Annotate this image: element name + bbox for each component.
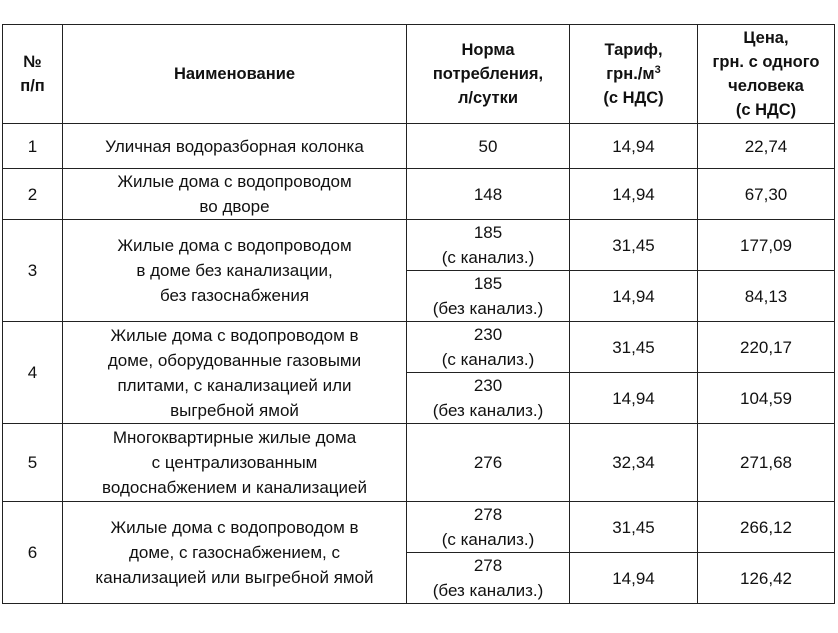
row-tariff: 14,94 xyxy=(570,124,698,169)
row-number: 5 xyxy=(3,424,63,502)
row-norm-value: 185 xyxy=(473,274,503,293)
table-wrapper xyxy=(2,24,835,604)
row-name-line: доме, с газоснабжением, с xyxy=(128,543,341,562)
row-tariff: 14,94 xyxy=(570,553,698,604)
row-tariff: 31,45 xyxy=(570,322,698,373)
table-row xyxy=(3,322,835,373)
row-norm-value: 230 xyxy=(473,325,503,344)
row-tariff: 31,45 xyxy=(570,502,698,553)
row-price: 104,59 xyxy=(698,373,835,424)
header-price-line: грн. с одного xyxy=(712,53,820,71)
row-norm xyxy=(407,373,570,424)
header-price-line: Цена, xyxy=(743,29,789,47)
row-norm: 50 xyxy=(407,124,570,169)
row-norm xyxy=(407,553,570,604)
header-row xyxy=(3,25,835,124)
row-norm-note: (без канализ.) xyxy=(432,299,544,318)
row-name-line: Многоквартирные жилые дома xyxy=(112,428,357,447)
row-norm xyxy=(407,502,570,553)
row-number: 2 xyxy=(3,169,63,220)
header-tariff-unit: грн./м xyxy=(606,65,655,83)
header-price xyxy=(698,25,835,124)
row-name-line: Жилые дома с водопроводом в xyxy=(110,518,359,537)
row-number: 1 xyxy=(3,124,63,169)
row-norm-note: (без канализ.) xyxy=(432,581,544,600)
row-tariff: 32,34 xyxy=(570,424,698,502)
header-tariff xyxy=(570,25,698,124)
row-price: 266,12 xyxy=(698,502,835,553)
row-name xyxy=(63,322,407,424)
table-row xyxy=(3,424,835,502)
row-name-line: доме, оборудованные газовыми xyxy=(107,350,362,370)
row-price: 22,74 xyxy=(698,124,835,169)
row-name xyxy=(63,502,407,604)
row-norm xyxy=(407,220,570,271)
header-norm xyxy=(407,25,570,124)
row-name-line: в доме без канализации, xyxy=(136,261,333,280)
row-tariff: 14,94 xyxy=(570,271,698,322)
row-name-line: во дворе xyxy=(199,197,270,216)
header-tariff-line: Тариф, xyxy=(604,41,663,59)
header-tariff-unit-exponent: 3 xyxy=(654,64,661,76)
row-norm: 148 xyxy=(407,169,570,220)
header-price-line: (с НДС) xyxy=(735,101,797,119)
row-price: 126,42 xyxy=(698,553,835,604)
row-norm-value: 278 xyxy=(473,505,503,524)
row-name-line: без газоснабжения xyxy=(159,286,310,305)
row-price: 220,17 xyxy=(698,322,835,373)
row-name-line: плитами, с канализацией или xyxy=(117,375,352,395)
row-norm xyxy=(407,271,570,322)
row-number: 3 xyxy=(3,220,63,322)
row-name-line: выгребной ямой xyxy=(170,400,299,420)
row-price: 67,30 xyxy=(698,169,835,220)
row-norm-note: (с канализ.) xyxy=(441,248,535,267)
row-norm-note: (с канализ.) xyxy=(441,350,535,369)
table-row xyxy=(3,124,835,169)
row-name xyxy=(63,424,407,502)
header-norm-line: л/сутки xyxy=(457,89,519,107)
row-norm-value: 278 xyxy=(473,556,503,575)
table-row xyxy=(3,169,835,220)
row-name xyxy=(63,220,407,322)
row-price: 177,09 xyxy=(698,220,835,271)
water-tariff-table xyxy=(2,24,835,604)
row-norm-value: 230 xyxy=(473,376,503,395)
header-number-line: п/п xyxy=(20,77,45,95)
row-price: 84,13 xyxy=(698,271,835,322)
row-name xyxy=(63,169,407,220)
row-number: 6 xyxy=(3,502,63,604)
row-name-line: с централизованным xyxy=(151,453,318,472)
header-name: Наименование xyxy=(63,25,407,124)
header-tariff-line: (с НДС) xyxy=(603,89,664,107)
table-row xyxy=(3,502,835,553)
row-name-line: Жилые дома с водопроводом xyxy=(117,172,352,191)
header-tariff-line xyxy=(574,62,693,86)
row-norm xyxy=(407,322,570,373)
row-name: Уличная водоразборная колонка xyxy=(63,124,407,169)
header-norm-line: потребления, xyxy=(432,65,544,83)
row-name-line: Жилые дома с водопроводом xyxy=(117,236,352,255)
row-norm-note: (с канализ.) xyxy=(441,530,535,549)
header-norm-line: Норма xyxy=(461,41,515,59)
row-norm-note: (без канализ.) xyxy=(432,401,544,420)
row-tariff: 14,94 xyxy=(570,169,698,220)
row-tariff: 14,94 xyxy=(570,373,698,424)
row-name-line: Жилые дома с водопроводом в xyxy=(110,325,359,345)
row-name-line: канализацией или выгребной ямой xyxy=(95,568,374,587)
table-row xyxy=(3,220,835,271)
row-norm: 276 xyxy=(407,424,570,502)
header-number xyxy=(3,25,63,124)
row-name-line: водоснабжением и канализацией xyxy=(102,478,367,497)
header-number-line: № xyxy=(23,53,42,71)
row-norm-value: 185 xyxy=(473,223,503,242)
row-tariff: 31,45 xyxy=(570,220,698,271)
row-number: 4 xyxy=(3,322,63,424)
row-price: 271,68 xyxy=(698,424,835,502)
header-price-line: человека xyxy=(728,77,804,95)
